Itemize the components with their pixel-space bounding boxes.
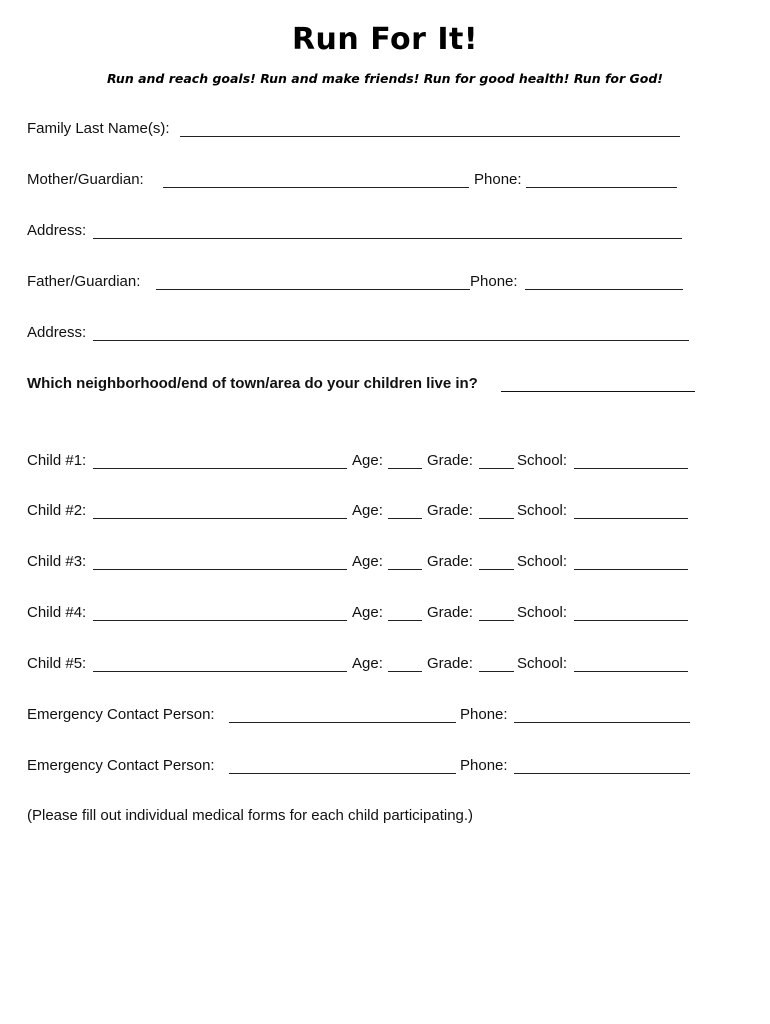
emergency-phone-field[interactable] [514, 722, 690, 723]
medical-forms-note: (Please fill out individual medical forms for each child participating.) [27, 807, 474, 824]
emergency-phone-field[interactable] [514, 773, 690, 774]
neighborhood-question-label: Which neighborhood/end of town/area do your children live in? [27, 375, 478, 392]
age-label: Age: [352, 553, 383, 570]
emergency-contact-label: Emergency Contact Person: [27, 757, 215, 774]
neighborhood-field[interactable] [501, 391, 695, 392]
school-label: School: [517, 655, 568, 672]
father-guardian-label: Father/Guardian: [27, 273, 141, 290]
child-row [27, 450, 727, 472]
grade-label: Grade: [427, 553, 473, 570]
mother-phone-label: Phone: [474, 171, 522, 188]
child-row [27, 653, 727, 675]
school-label: School: [517, 452, 568, 469]
child-row [27, 551, 727, 573]
grade-field[interactable] [479, 671, 514, 672]
child-label: Child #3: [27, 553, 87, 570]
child-label: Child #4: [27, 604, 87, 621]
father-address-label: Address: [27, 324, 87, 341]
school-label: School: [517, 604, 568, 621]
emergency-contact-field[interactable] [229, 773, 456, 774]
family-last-name-row [27, 118, 727, 140]
school-field[interactable] [574, 620, 688, 621]
emergency-contact-row [27, 755, 727, 777]
page-subtitle: Run and reach goals! Run and make friends! Run for good health! Run for God! [106, 71, 663, 86]
school-field[interactable] [574, 671, 688, 672]
grade-field[interactable] [479, 569, 514, 570]
mother-guardian-row [27, 169, 727, 191]
child-name-field[interactable] [93, 671, 347, 672]
age-label: Age: [352, 655, 383, 672]
child-label: Child #5: [27, 655, 87, 672]
mother-address-label: Address: [27, 222, 87, 239]
mother-guardian-field[interactable] [163, 187, 469, 188]
neighborhood-row [27, 373, 727, 395]
age-field[interactable] [388, 468, 422, 469]
age-field[interactable] [388, 518, 422, 519]
grade-field[interactable] [479, 620, 514, 621]
mother-address-row [27, 220, 727, 242]
father-guardian-field[interactable] [156, 289, 470, 290]
grade-label: Grade: [427, 655, 473, 672]
father-phone-field[interactable] [525, 289, 683, 290]
grade-label: Grade: [427, 604, 473, 621]
child-label: Child #1: [27, 452, 87, 469]
school-field[interactable] [574, 468, 688, 469]
grade-field[interactable] [479, 518, 514, 519]
emergency-contact-field[interactable] [229, 722, 456, 723]
grade-label: Grade: [427, 452, 473, 469]
age-label: Age: [352, 452, 383, 469]
father-phone-label: Phone: [470, 273, 518, 290]
mother-guardian-label: Mother/Guardian: [27, 171, 144, 188]
child-name-field[interactable] [93, 518, 347, 519]
emergency-phone-label: Phone: [460, 706, 508, 723]
child-name-field[interactable] [93, 569, 347, 570]
family-last-name-label: Family Last Name(s): [27, 120, 170, 137]
age-field[interactable] [388, 671, 422, 672]
school-label: School: [517, 553, 568, 570]
emergency-contact-label: Emergency Contact Person: [27, 706, 215, 723]
page-title: Run For It! [291, 22, 479, 57]
school-field[interactable] [574, 569, 688, 570]
grade-field[interactable] [479, 468, 514, 469]
father-address-field[interactable] [93, 340, 689, 341]
father-address-row [27, 322, 727, 344]
age-field[interactable] [388, 620, 422, 621]
emergency-contact-row [27, 704, 727, 726]
school-label: School: [517, 502, 568, 519]
child-name-field[interactable] [93, 620, 347, 621]
child-label: Child #2: [27, 502, 87, 519]
child-row [27, 500, 727, 522]
school-field[interactable] [574, 518, 688, 519]
family-last-name-field[interactable] [180, 136, 680, 137]
emergency-phone-label: Phone: [460, 757, 508, 774]
father-guardian-row [27, 271, 727, 293]
age-label: Age: [352, 502, 383, 519]
mother-address-field[interactable] [93, 238, 682, 239]
child-name-field[interactable] [93, 468, 347, 469]
child-row [27, 602, 727, 624]
age-field[interactable] [388, 569, 422, 570]
age-label: Age: [352, 604, 383, 621]
mother-phone-field[interactable] [526, 187, 677, 188]
grade-label: Grade: [427, 502, 473, 519]
